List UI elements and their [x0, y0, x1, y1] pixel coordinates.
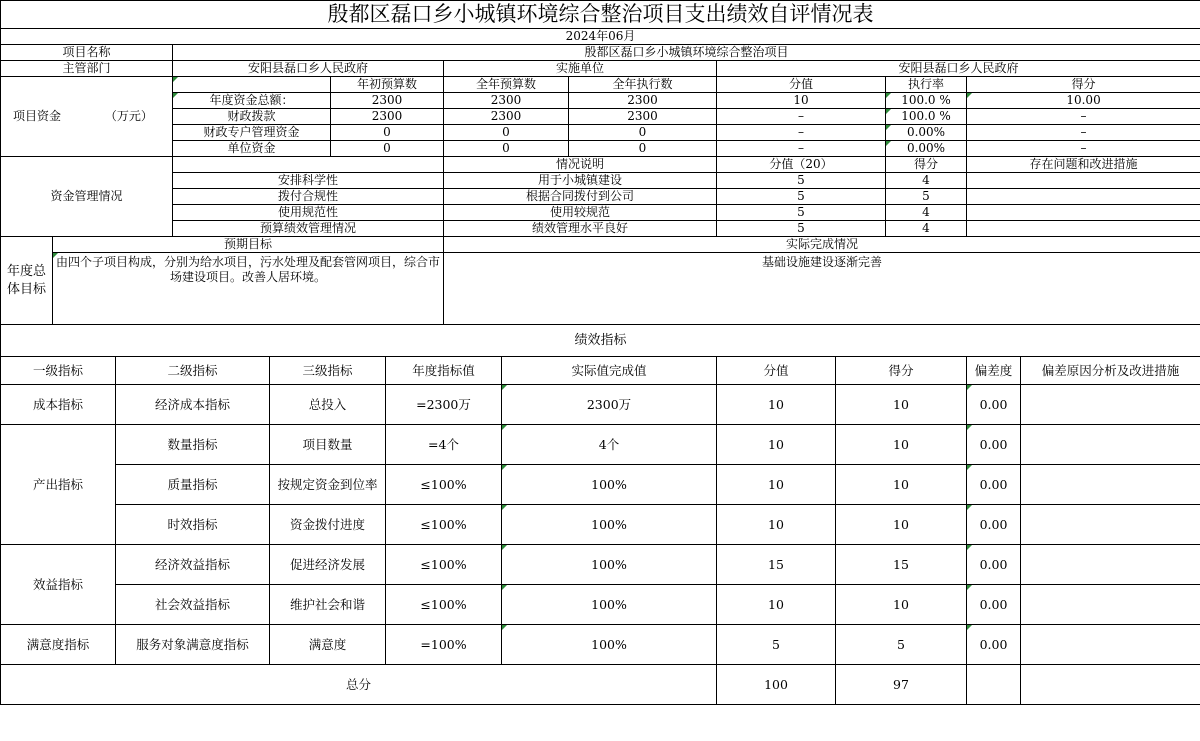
goals-expected-text: 由四个子项目构成，分别为给水项目，污水处理及配套管网项目，综合市场建设项目。改善人居环境。 — [53, 253, 444, 325]
total-row — [1, 665, 1200, 705]
management-row: 安排科学性 用于小城镇建设 5 4 — [1, 173, 1200, 189]
management-header-blank — [173, 157, 444, 173]
table-row: 产出指标 数量指标 项目数量 =4个 4个 10 10 0.00 — [1, 425, 1200, 465]
total-score: 97 — [836, 665, 967, 705]
dept-label: 主管部门 — [1, 61, 173, 77]
total-deviation — [967, 665, 1021, 705]
table-row: 时效指标 资金拨付进度 ≤100% 100% 10 10 0.00 — [1, 505, 1200, 545]
management-label: 资金管理情况 — [1, 157, 173, 237]
perf-header-value: 分值 — [717, 357, 836, 385]
funds-header-initial: 年初预算数 — [331, 77, 444, 93]
perf-header-target: 年度指标值 — [386, 357, 502, 385]
funds-header-score: 得分 — [967, 77, 1200, 93]
perf-level1-output: 产出指标 — [1, 425, 116, 545]
page-title: 殷都区磊口乡小城镇环境综合整治项目支出绩效自评情况表 — [1, 1, 1200, 29]
table-row: 质量指标 按规定资金到位率 ≤100% 100% 10 10 0.00 — [1, 465, 1200, 505]
project-name-value: 殷都区磊口乡小城镇环境综合整治项目 — [173, 45, 1200, 61]
performance-title: 绩效指标 — [1, 325, 1200, 357]
goals-label: 年度总体目标 — [1, 237, 53, 325]
funds-header-executed: 全年执行数 — [569, 77, 717, 93]
total-value: 100 — [717, 665, 836, 705]
table-row: 满意度指标 服务对象满意度指标 满意度 =100% 100% 5 5 0.00 — [1, 625, 1200, 665]
perf-header-score: 得分 — [836, 357, 967, 385]
impl-label: 实施单位 — [444, 61, 717, 77]
funds-header-value: 分值 — [717, 77, 886, 93]
management-header-value: 分值（20） — [717, 157, 886, 173]
total-reason — [1021, 665, 1200, 705]
perf-header-level1: 一级指标 — [1, 357, 116, 385]
funds-label: 项目资金 — [13, 109, 62, 123]
perf-header-level3: 三级指标 — [270, 357, 386, 385]
report-date: 2024年06月 — [1, 29, 1200, 45]
perf-header-reason: 偏差原因分析及改进措施 — [1021, 357, 1200, 385]
performance-table — [0, 356, 1200, 705]
goals-actual-label: 实际完成情况 — [444, 237, 1200, 253]
funds-header-annual: 全年预算数 — [444, 77, 569, 93]
impl-value: 安阳县磊口乡人民政府 — [717, 61, 1200, 77]
perf-header-actual: 实际值完成值 — [502, 357, 717, 385]
funds-row: 财政拨款 2300 2300 2300 – 100.0 % – — [1, 109, 1200, 125]
perf-header-level2: 二级指标 — [116, 357, 270, 385]
management-row: 预算绩效管理情况 绩效管理水平良好 5 4 — [1, 221, 1200, 237]
funds-unit: （万元） — [104, 109, 153, 123]
management-header-issue: 存在问题和改进措施 — [967, 157, 1200, 173]
perf-header-deviation: 偏差度 — [967, 357, 1021, 385]
management-header-score: 得分 — [886, 157, 967, 173]
perf-level1-cost: 成本指标 — [1, 385, 116, 425]
table-row: 成本指标 经济成本指标 总投入 =2300万 2300万 10 10 0.00 — [1, 385, 1200, 425]
table-row: 效益指标 经济效益指标 促进经济发展 ≤100% 100% 15 15 0.00 — [1, 545, 1200, 585]
dept-value: 安阳县磊口乡人民政府 — [173, 61, 444, 77]
goals-expected-label: 预期目标 — [53, 237, 444, 253]
funds-row: 单位资金 0 0 0 – 0.00% – — [1, 141, 1200, 157]
budget-summary-table — [0, 0, 1200, 357]
funds-label-cell — [1, 77, 173, 157]
total-label: 总分 — [1, 665, 717, 705]
funds-header-blank — [173, 77, 331, 93]
funds-row: 财政专户管理资金 0 0 0 – 0.00% – — [1, 125, 1200, 141]
goals-actual-text: 基础设施建设逐渐完善 — [444, 253, 1200, 325]
funds-header-rate: 执行率 — [886, 77, 967, 93]
management-header-desc: 情况说明 — [444, 157, 717, 173]
management-row: 拨付合规性 根据合同拨付到公司 5 5 — [1, 189, 1200, 205]
management-row: 使用规范性 使用较规范 5 4 — [1, 205, 1200, 221]
perf-level1-satisfaction: 满意度指标 — [1, 625, 116, 665]
perf-level1-benefit: 效益指标 — [1, 545, 116, 625]
funds-row: 年度资金总额： 2300 2300 2300 10 100.0 % 10.00 — [1, 93, 1200, 109]
project-name-label: 项目名称 — [1, 45, 173, 61]
table-row: 社会效益指标 维护社会和谐 ≤100% 100% 10 10 0.00 — [1, 585, 1200, 625]
